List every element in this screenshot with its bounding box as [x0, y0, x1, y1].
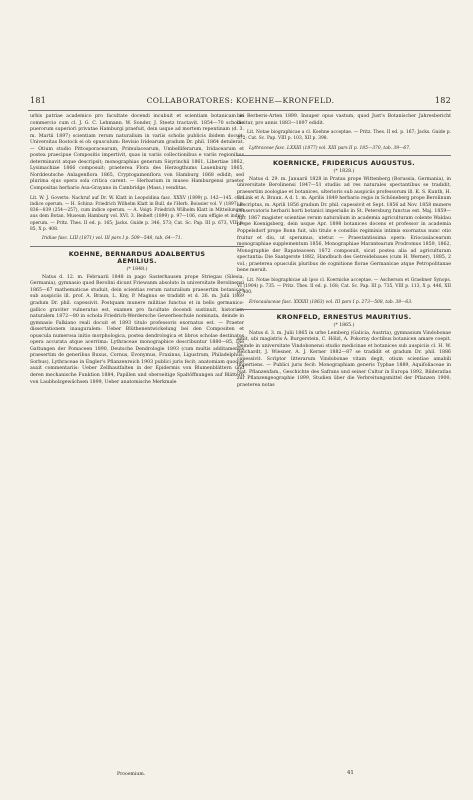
koernicke-literature: Lit. Notae biographicae ab ipso cl. Koernicke acceptae. — Ascherson et Graebner Synops. VI (1904) p. 735. — Pritz. Thes. II ed. p. 168; Cat. Sc. Pap. III p. 735, VIII p. 113, X p. 446, XII p. 400. [237, 277, 451, 296]
koehne-iconography-text: Lythraceae fasc. LXXIII (1877) vol. XIII pars II p. 185—370, tab. 39—67. [249, 145, 411, 151]
koehne-name-line-2: AEMILIUS. [117, 257, 157, 266]
klatt-iconography [30, 236, 244, 242]
koehne-biography: Natus d. 12. m. Februarii 1848 in pago Sasterhausen prope Striegau (Silesia, Germania), gymnasio quod Berolini dicunt Friewanm absoluto in universitate Berolinensi 1865—67 mathematicae studuit, dein scientias rerum naturalium praesertim botanicae sub auspiciis ill. prof. A. Braun, L. Kny, P. Magnus se tradidit et d. 26. m. Julii 1869 gradum Dr. phil. capessivit. Postquam munere militiae functus et in bello germanico-gallico graviter vulneratus est, examen pro facultate docendi sustinuit, historiam naturalem 1872—80 in schola Friedrich-Werdersche Gewerbeschule nominata, deinde in gymnasio Falkiano reali docuit et 1893 titulo professoris exornatus est. — Praeter dissertationem inauguralem: Ueber Blüthenentwickelung bei den Compositen et opuscula numerosa initio morphologica, postea dendrologica et libros scholae destinatos opera accurata atque acerrima: Lythraceae monographice describuntur 1880—85, Die Gattungen der Pomaceen 1890, Deutsche Dendrologie 1893 (cum multis additamentis praesertim de generibus Buxus, Cornus, Evonymus, Fraxinus, Ligustrum, Philadelphus, Sorbus), Lythraceae in Engler's Pflanzenreich 1903 publici juris fecit; anatomiam quoque auxit commentariis: Ueber Zellhautfalten in der Epidermis von Blumenblättern und deren mechanische Funktion 1884, Papillen und oberseitige Spaltöffnungen auf Blättern von Laubholzgewächsen 1899, Ueber anatomische Merkmale [30, 274, 244, 385]
left-column [30, 114, 244, 386]
footer-signature-left: Prooemium. [117, 772, 146, 777]
koehne-literature: Lit. Notae biographicae a cl. Koehne acceptae. — Pritz. Thes. II ed. p. 167; Jacks. Guide p. 372; Cat. Sc. Pap. VIII p. 103, XII p. 398. [237, 130, 451, 142]
koernicke-iconography-text: Eriocaulaceae fasc. XXXIII (1863) vol. III pars I p. 273—508, tab. 38—63. [249, 299, 413, 305]
kronfeld-entry-heading [237, 309, 451, 329]
page-number-right: 182 [434, 96, 451, 105]
klatt-iconography-text: Iridiae fasc. LIII (1871) vol. III pars I p. 509—548, tab. 64—71. [42, 236, 183, 242]
koehne-iconography [237, 146, 451, 152]
koehne-birth-date: (* 1848.) [126, 266, 148, 272]
kronfeld-biography: Natus d. 3. m. Julii 1865 in urbe Lemberg (Galicia, Austria), gymnasium Vindobonae adiit, ubi magistris A. Burgerstein, C. Hölzl, A. Pokorny doctibus botanicen amare coepit. Deinde in universitate Vindobonensi studio medicinae et botanices sub auspiciis cl. H. W. Reichardt, J. Wiesner, A. J. Kerner 1882—87 se tradidit et gradum Dr. phil. 1886 capessivit. Scriptor litterarum Vindobonae vitam degit, otium scientiae amabili impertiens. — Publici juris fecit: Monographiam generis Typhae 1889, Aquifoliaceae in Nat. Pflanzenfam., Geschichte des Safrans und seiner Cultur in Europa 1892, Bilderatlas zur Pflanzengeographie 1899, Studien über die Verbreitungsmittel der Pflanzen 1900, praeterea notas [237, 330, 451, 388]
koernicke-name: KOERNICKE, FRIDERICUS AUGUSTUS. [273, 158, 415, 167]
koernicke-birth-date: (* 1828.) [333, 168, 355, 174]
kronfeld-name: KRONFELD, ERNESTUS MAURITIUS. [276, 312, 412, 321]
koehne-biography-continued: bei Berberis-Arten 1899. Insuper opus vastum, quod Just's Botanischer Jahresbericht dicitur, pro annis 1883—1897 edidit. [237, 114, 451, 126]
running-title: COLLABORATORES: KOEHNE—KRONFELD. [146, 96, 335, 105]
koehne-name-line-1: KOEHNE, BERNARDUS ADALBERTUS [68, 249, 206, 258]
kronfeld-birth-date: (* 1865.) [333, 322, 355, 328]
klatt-biography-continued: urbis patriae academico pro facultate docendi incubuit et scientiam botanicam in commercio cum cl. J. G. C. Lehmann. W. Sonder, J. Steetz tractavit. 1854—70 scholae puerorum superiori privatae Hamburgi praefuit, dein usque ad mortem repentinam (d. 3. m. Martii 1897) scientiam rerum naturalium in variis scholis publicis ibidem docuit. Universitas Rostock ei ob opusculum: Revisio Iridearum gradum Dr. phil. 1864 detulerat. — Otium studio Pittosporacearum, Primulacearum, Umbelliferarum, Iridacearum et postea praecipue Compositis impertivit, quas in variis collectionibus e variis regionibus determinavit atque descripsit; monographias generum Sisyrinchii 1861, Libertiae 1862, Lysimachiae 1866 composuit; praeterea Flora des Herzogthums Lauenburg 1865, Norddeutsche Anlagenflora 1865, Cryptogamenflora von Hamburg 1868 edidit; sed plurima ejus opera sola critica carent. — Herbarium in museo Hamburgensi praeter Compositas herbario Asa-Grayano in Cambridge (Mass.) venditas. [30, 114, 244, 192]
klatt-literature: Lit. W. J. Goverts: Nachruf auf Dr. W. Klatt in Leopoldina fasc. XXXV (1899) p. 142—145. cum indice operum. — H. Schinz: Friedrich Wilhelm Klatt in Bull. de l'Herb. Boissier vol. V (1897) p. 836—839 (254—257), cum indice operum. — A. Voigt: Friedrich Wilhelm Klatt in Mitteilungen aus dem Botan. Museum Hamburg vol. XVI. 3. Beiheft (1899) p. 97—106, cum effigie et indice operum. — Pritz. Thes. II ed. p. 165; Jacks. Guide p. 346, 573; Cat. Sc. Pap. III p. 673, VIII p. 85, X p. 408. [30, 195, 244, 233]
koernicke-iconography [237, 300, 451, 306]
running-header [30, 96, 451, 105]
koehne-entry-heading [30, 246, 244, 273]
koernicke-entry-heading [237, 155, 451, 175]
footer-signature-right: 41 [347, 770, 354, 776]
page-number-left: 181 [30, 96, 47, 105]
koernicke-biography: Natus d. 29. m. Januarii 1828 in Pratau prope Wittenberg (Borussia, Germania), in universitate Berolinensi 1847—51 studiis ad res naturales spectantibus se tradidit, praesertim zoologiae et botanices, ulterioris sub auspiciis professorum ill. K. S. Kunth, H. F. Link et A. Braun. A d. 1. m. Aprilis 1849 herbario regio in Schöneberg prope Berolinum adscriptus, m. Aprili 1856 gradum Dr. phil. capessivit et Sept. 1856 ad Nov. 1858 munere conservatoris herbarii horti botanici imperialis in St. Petersburg functus est. Maj. 1859—Apr. 1867 magister scientiae rerum naturalium in academia agriculturam colente Waldau prope Koenigsberg, dein usque Apr. 1898 botanices docens et professor in academia Poppelsdorf prope Bonn fuit, ubi titulo e consiliis regiminis intimis exornatus nunc otio fruitur et diu, ut speramus, utetur. — Praestantissima opera: Eriocaulacearum monographiae supplementum 1856, Monographiae Marantearum Prodromus 1859, 1862, Monographie der Rapateaceen 1872 composuit, sicut postea alia ad agriculturam spectantia: Die Saatgerste 1882, Handbuch des Getreidebaues (cum H. Werner), 1885, 2 vol.; praeterea opusculis pluribus de cognitione florae Germanicae atque Petropolitanae bene meruit. [237, 176, 451, 274]
right-column [237, 114, 451, 389]
header-rule [28, 110, 451, 111]
